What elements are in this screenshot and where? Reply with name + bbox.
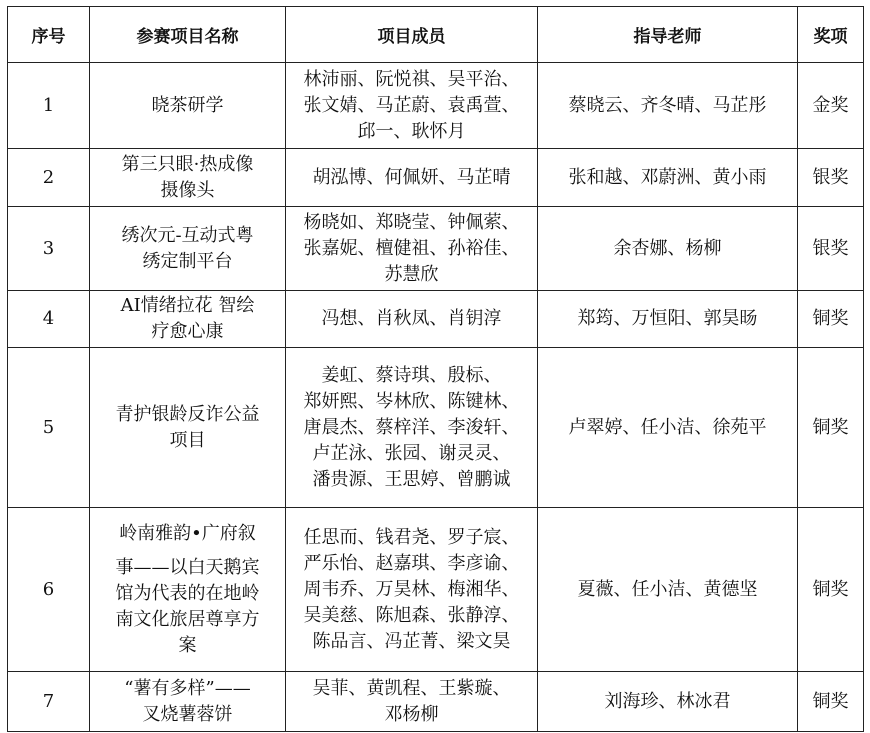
table-row (8, 207, 864, 291)
project-name-line: 摄像头 (160, 179, 215, 201)
advisors: 张和越、邓蔚洲、黄小雨 (538, 149, 798, 207)
header-project: 参赛项目名称 (90, 7, 286, 63)
project-name (90, 291, 286, 348)
members-line: 张嘉妮、檀健祖、孙裕佳、 (303, 237, 520, 259)
project-name-line: “薯有多样”—— (124, 677, 251, 699)
table-body (8, 63, 864, 732)
project-members (286, 149, 538, 207)
members-line: 吴菲、黄凯程、王紫璇、 (312, 677, 511, 699)
row-index: 5 (8, 348, 90, 508)
table-row (8, 63, 864, 149)
project-members (286, 63, 538, 149)
project-members (286, 291, 538, 348)
project-name (90, 207, 286, 291)
project-name (90, 149, 286, 207)
project-members (286, 207, 538, 291)
row-index: 1 (8, 63, 90, 149)
project-name (90, 63, 286, 149)
row-index: 7 (8, 672, 90, 732)
project-members (286, 348, 538, 508)
header-advisors: 指导老师 (538, 7, 798, 63)
project-members (286, 508, 538, 672)
award: 银奖 (798, 149, 864, 207)
project-name (90, 672, 286, 732)
advisors: 郑筠、万恒阳、郭昊旸 (538, 291, 798, 348)
members-line: 姜虹、蔡诗琪、殷标、 (321, 364, 502, 386)
project-name-line: 绣次元-互动式粤 (121, 224, 254, 246)
project-name-line: 项目 (169, 429, 206, 451)
members-line: 周韦乔、万昊林、梅湘华、 (303, 578, 520, 600)
awards-table (7, 6, 864, 732)
advisors: 余杏娜、杨柳 (538, 207, 798, 291)
project-name-line: AI情绪拉花 智绘 (120, 295, 255, 316)
project-name-line: 事——以白天鹅宾 (115, 556, 260, 578)
table-row (8, 672, 864, 732)
members-line: 任思而、钱君尧、罗子宸、 (303, 526, 520, 548)
members-line: 陈品言、冯芷菁、梁文昊 (312, 630, 511, 652)
advisors: 卢翠婷、任小洁、徐苑平 (538, 348, 798, 508)
members-line: 吴美慈、陈旭森、张静淳、 (303, 604, 520, 626)
project-name-line: 晓茶研学 (151, 94, 224, 116)
project-name (90, 508, 286, 672)
members-line: 邱一、耿怀月 (357, 120, 466, 142)
project-name-line: 疗愈心康 (151, 321, 224, 342)
table-row (8, 508, 864, 672)
advisors: 夏薇、任小洁、黄德坚 (538, 508, 798, 672)
award: 金奖 (798, 63, 864, 149)
members-line: 冯想、肖秋凤、肖钥淳 (321, 308, 502, 329)
members-line: 杨晓如、郑晓莹、钟佩萦、 (303, 211, 520, 233)
project-members (286, 672, 538, 732)
project-name-line: 南文化旅居尊享方 (115, 608, 260, 630)
table-row (8, 149, 864, 207)
project-name-line: 第三只眼·热成像 (121, 153, 254, 175)
members-line: 邓杨柳 (384, 703, 439, 725)
advisors: 蔡晓云、齐冬晴、马芷彤 (538, 63, 798, 149)
members-line: 潘贵源、王思婷、曾鹏诚 (312, 468, 511, 490)
project-name-line: 案 (178, 634, 197, 656)
award: 铜奖 (798, 672, 864, 732)
project-name-line: 馆为代表的在地岭 (115, 582, 260, 604)
project-name-line: 青护银龄反诈公益 (115, 403, 260, 425)
members-line: 严乐怡、赵嘉琪、李彦谕、 (303, 552, 520, 574)
header-members: 项目成员 (286, 7, 538, 63)
members-line: 唐晨杰、蔡梓洋、李浚轩、 (303, 416, 520, 438)
advisors: 刘海珍、林冰君 (538, 672, 798, 732)
award: 银奖 (798, 207, 864, 291)
project-name-line: 岭南雅韵•广府叙 (119, 522, 256, 544)
header-row (8, 7, 864, 63)
project-name (90, 348, 286, 508)
members-line: 胡泓博、何佩妍、马芷晴 (312, 166, 511, 188)
line-gap (94, 547, 281, 555)
members-line: 张文婧、马芷蔚、袁禹萱、 (303, 94, 520, 116)
award: 铜奖 (798, 508, 864, 672)
header-award: 奖项 (798, 7, 864, 63)
members-line: 郑妍熙、岑林欣、陈键林、 (303, 390, 520, 412)
header-index: 序号 (8, 7, 90, 63)
members-line: 林沛丽、阮悦祺、吴平治、 (303, 68, 520, 90)
table-row (8, 348, 864, 508)
row-index: 3 (8, 207, 90, 291)
award: 铜奖 (798, 348, 864, 508)
members-line: 苏慧欣 (384, 263, 439, 285)
members-line: 卢芷泳、张园、谢灵灵、 (312, 442, 511, 464)
row-index: 2 (8, 149, 90, 207)
row-index: 4 (8, 291, 90, 348)
row-index: 6 (8, 508, 90, 672)
project-name-line: 绣定制平台 (142, 250, 233, 272)
project-name-line: 叉烧薯蓉饼 (142, 703, 233, 725)
award: 铜奖 (798, 291, 864, 348)
table-row (8, 291, 864, 348)
